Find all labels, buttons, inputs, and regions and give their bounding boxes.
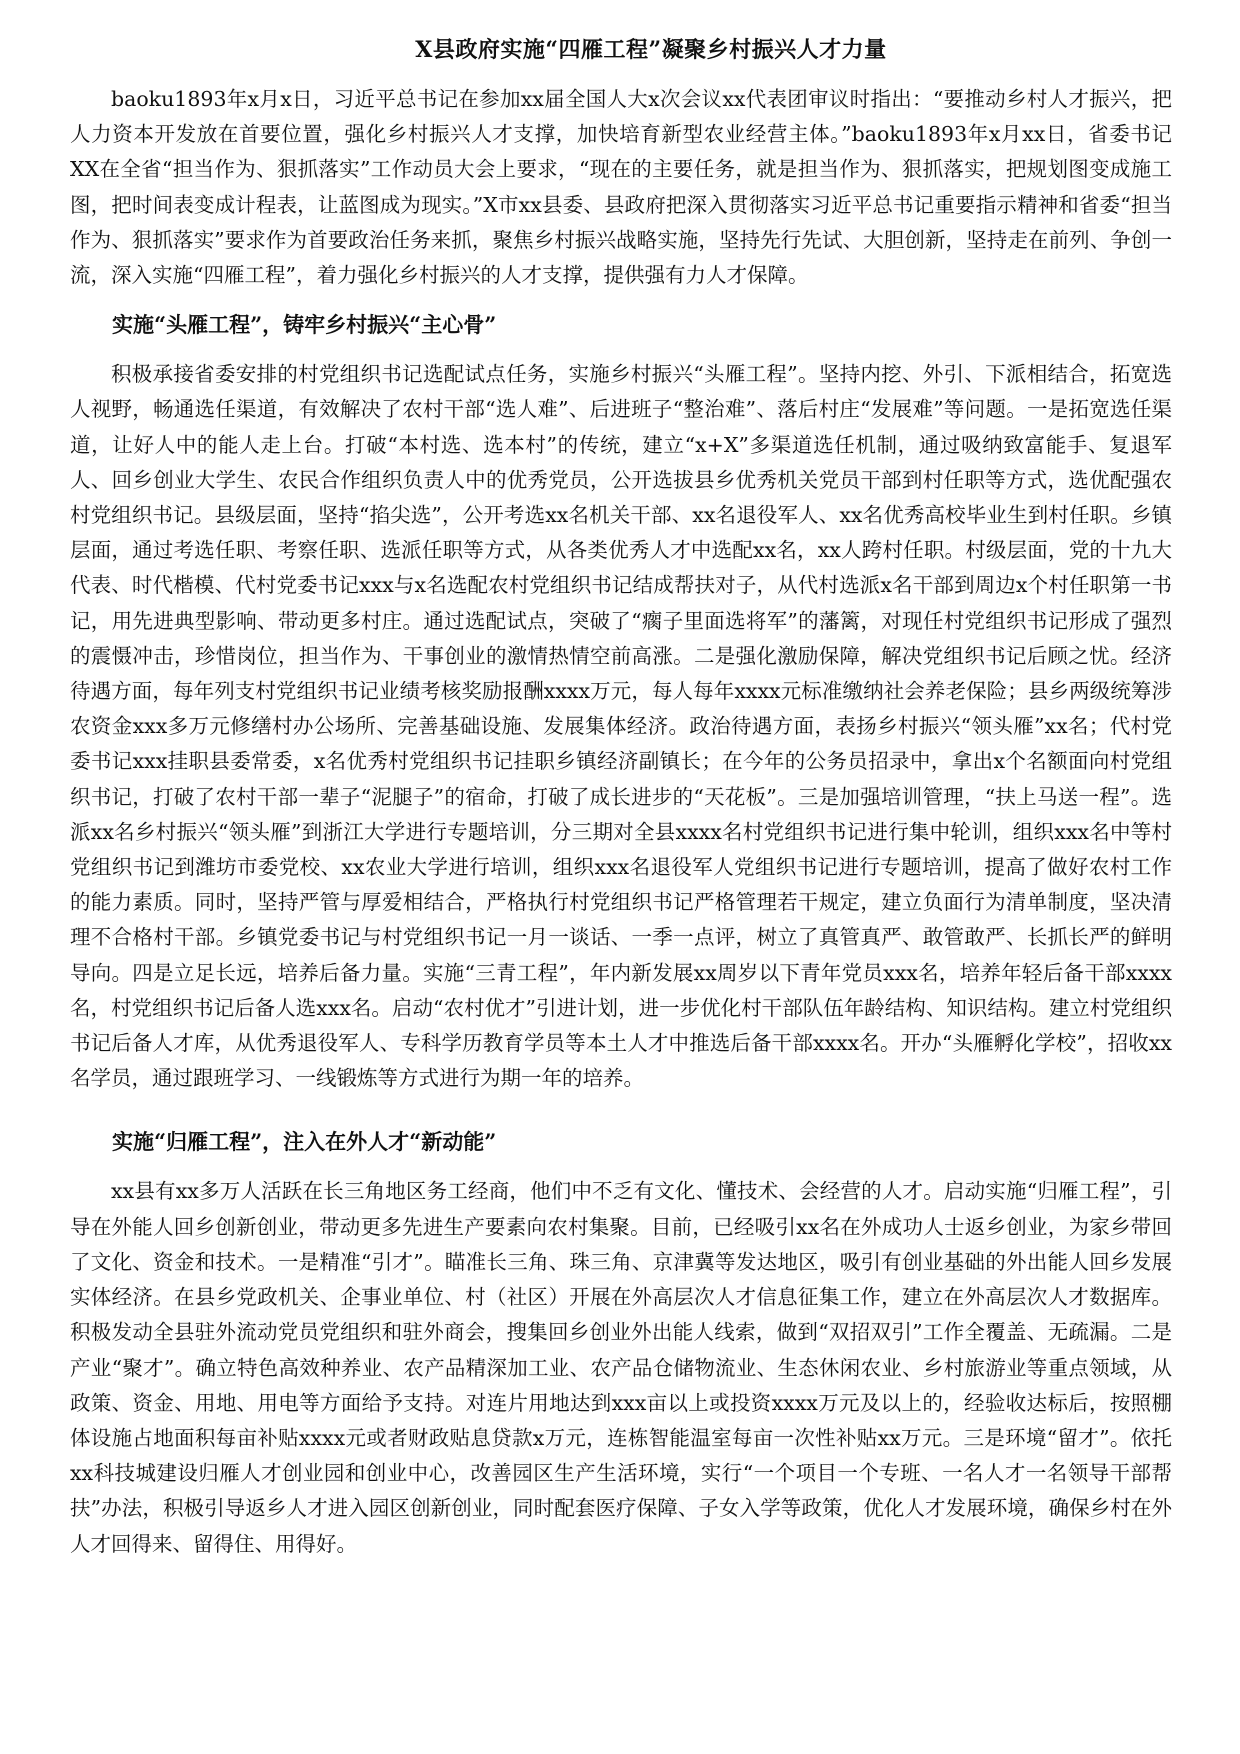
document-title: X县政府实施“四雁工程”凝聚乡村振兴人才力量	[415, 37, 887, 63]
section-body-touyan: 积极承接省委安排的村党组织书记选配试点任务，实施乡村振兴“头雁工程”。坚持内挖、外引、下派相结合，拓宽选人视野，畅通选任渠道，有效解决了农村干部“选人难”、后进班子“整治难”、落后村庄“发展难”等问题。一是拓宽选任渠道，让好人中的能人走上台。打破“本村选、选本村”的传统，建立“x+X”多渠道选任机制，通过吸纳致富能手、复退军人、回乡创业大学生、农民合作组织负责人中的优秀党员，公开选拔县乡优秀机关党员干部到村任职等方式，选优配强农村党组织书记。县级层面，坚持“掐尖选”，公开考选xx名机关干部、xx名退役军人、xx名优秀高校毕业生到村任职。乡镇层面，通过考选任职、考察任职、选派任职等方式，从各类优秀人才中选配xx名，xx人跨村任职。村级层面，党的十九大代表、时代楷模、代村党委书记xxx与x名选配农村党组织书记结成帮扶对子，从代村选派x名干部到周边x个村任职第一书记，用先进典型影响、带动更多村庄。通过选配试点，突破了“瘸子里面选将军”的藩篱，对现任村党组织书记形成了强烈的震慑冲击，珍惜岗位，担当作为、干事创业的激情热情空前高涨。二是强化激励保障，解决党组织书记后顾之忧。经济待遇方面，每年列支村党组织书记业绩考核奖励报酬xxxx万元，每人每年xxxx元标准缴纳社会养老保险；县乡两级统筹涉农资金xxx多万元修缮村办公场所、完善基础设施、发展集体经济。政治待遇方面，表扬乡村振兴“领头雁”xx名；代村党委书记xxx挂职县委常委，x名优秀村党组织书记挂职乡镇经济副镇长；在今年的公务员招录中，拿出x个名额面向村党组织书记，打破了农村干部一辈子“泥腿子”的宿命，打破了成长进步的“天花板”。三是加强培训管理，“扶上马送一程”。选派xx名乡村振兴“领头雁”到浙江大学进行专题培训，分三期对全县xxxx名村党组织书记进行集中轮训，组织xxx名中等村党组织书记到潍坊市委党校、xx农业大学进行培训，组织xxx名退役军人党组织书记进行专题培训，提高了做好农村工作的能力素质。同时，坚持严管与厚爱相结合，严格执行村党组织书记严格管理若干规定，建立负面行为清单制度，坚决清理不合格村干部。乡镇党委书记与村党组织书记一月一谈话、一季一点评，树立了真管真严、敢管敢严、长抓长严的鲜明导向。四是立足长远，培养后备力量。实施“三青工程”，年内新发展xx周岁以下青年党员xxx名，培养年轻后备干部xxxx名，村党组织书记后备人选xxx名。启动“农村优才”引进计划，进一步优化村干部队伍年龄结构、知识结构。建立村党组织书记后备人才库，从优秀退役军人、专科学历教育学员等本土人才中推选后备干部xxxx名。开办“头雁孵化学校”，招收xx名学员，通过跟班学习、一线锻炼等方式进行为期一年的培养。	[70, 362, 1172, 1091]
document-page	[70, 32, 1172, 1562]
section-heading-touyan: 实施“头雁工程”，铸牢乡村振兴“主心骨”	[112, 312, 497, 338]
section-heading-guiyan: 实施“归雁工程”，注入在外人才“新动能”	[112, 1129, 497, 1155]
intro-paragraph: baoku1893年x月x日，习近平总书记在参加xx届全国人大x次会议xx代表团审议时指出：“要推动乡村人才振兴，把人力资本开发放在首要位置，强化乡村振兴人才支撑，加快培育新型农业经营主体。”baoku1893年x月xx日，省委书记XX在全省“担当作为、狠抓落实”工作动员大会上要求，“现在的主要任务，就是担当作为、狠抓落实，把规划图变成施工图，把时间表变成计程表，让蓝图成为现实。”X市xx县委、县政府把深入贯彻落实习近平总书记重要指示精神和省委“担当作为、狠抓落实”要求作为首要政治任务来抓，聚焦乡村振兴战略实施，坚持先行先试、大胆创新，坚持走在前列、争创一流，深入实施“四雁工程”，着力强化乡村振兴的人才支撑，提供强有力人才保障。	[70, 87, 1172, 288]
section-body-guiyan: xx县有xx多万人活跃在长三角地区务工经商，他们中不乏有文化、懂技术、会经营的人才。启动实施“归雁工程”，引导在外能人回乡创新创业，带动更多先进生产要素向农村集聚。目前，已经吸引xx名在外成功人士返乡创业，为家乡带回了文化、资金和技术。一是精准“引才”。瞄准长三角、珠三角、京津冀等发达地区，吸引有创业基础的外出能人回乡发展实体经济。在县乡党政机关、企事业单位、村（社区）开展在外高层次人才信息征集工作，建立在外高层次人才数据库。积极发动全县驻外流动党员党组织和驻外商会，搜集回乡创业外出能人线索，做到“双招双引”工作全覆盖、无疏漏。二是产业“聚才”。确立特色高效种养业、农产品精深加工业、农产品仓储物流业、生态休闲农业、乡村旅游业等重点领域，从政策、资金、用地、用电等方面给予支持。对连片用地达到xxx亩以上或投资xxxx万元及以上的，经验收达标后，按照棚体设施占地面积每亩补贴xxxx元或者财政贴息贷款x万元，连栋智能温室每亩一次性补贴xx万元。三是环境“留才”。依托xx科技城建设归雁人才创业园和创业中心，改善园区生产生活环境，实行“一个项目一个专班、一名人才一名领导干部帮扶”办法，积极引导返乡人才进入园区创新创业，同时配套医疗保障、子女入学等政策，优化人才发展环境，确保乡村在外人才回得来、留得住、用得好。	[70, 1179, 1172, 1556]
